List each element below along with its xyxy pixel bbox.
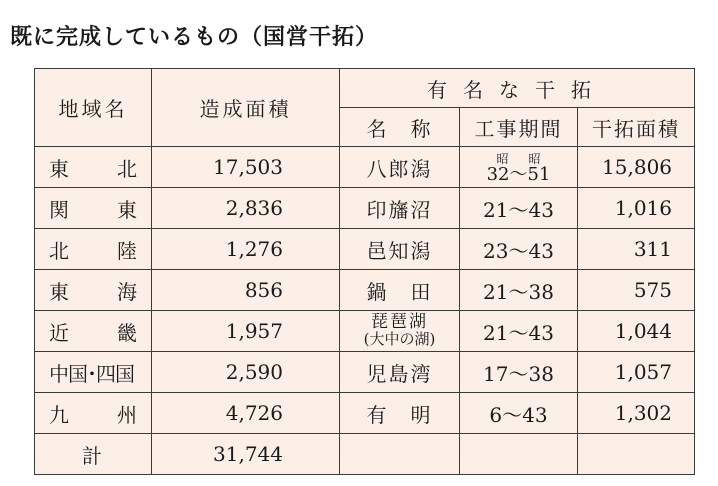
reclaimed-cell: 1,016 [578,188,695,229]
table-row [35,393,695,434]
name-cell: 児島湾 [340,352,460,393]
area-cell: 856 [152,270,340,311]
period-cell [460,147,578,188]
period-cell: 21～43 [460,188,578,229]
header-reclaimed-area: 干拓面積 [578,108,695,147]
header-row-1 [35,69,695,108]
table-row [35,188,695,229]
total-label: 計 [82,443,104,468]
region-char: 東 [49,279,69,304]
area-cell: 4,726 [152,393,340,434]
region-char: 畿 [117,320,137,345]
name-cell: 有 明 [340,393,460,434]
period-cell: 17～38 [460,352,578,393]
region-cell [35,393,152,434]
name-main: 琵琶湖 [371,312,428,332]
table-row [35,311,695,352]
area-cell: 2,836 [152,188,340,229]
region-char: 九 [49,402,69,427]
total-row [35,434,695,475]
period-era: 昭昭 [496,152,561,166]
reclaimed-cell: 1,302 [578,393,695,434]
name-cell [340,311,460,352]
region-char: 州 [117,402,137,427]
region-char: 近 [49,320,69,345]
period-cell: 21～38 [460,270,578,311]
region-char: 陸 [117,238,137,263]
header-region: 地域名 [35,69,152,147]
period-cell: 6～43 [460,393,578,434]
reclaimed-cell: 1,057 [578,352,695,393]
table-row [35,352,695,393]
header-period: 工事期間 [460,108,578,147]
region-label: 中国･四国 [49,361,134,386]
period-cell: 21～43 [460,311,578,352]
name-cell: 八郎潟 [340,147,460,188]
table-row [35,229,695,270]
total-area-cell: 31,744 [152,434,340,475]
area-cell: 1,957 [152,311,340,352]
reclaimed-cell: 311 [578,229,695,270]
total-label-cell [35,434,152,475]
header-area: 造成面積 [152,69,340,147]
region-cell [35,270,152,311]
area-cell: 1,276 [152,229,340,270]
empty-cell [340,434,460,475]
region-char: 海 [117,279,137,304]
period-range: 32～51 [486,164,551,185]
region-char: 北 [117,156,137,181]
region-char: 東 [117,197,137,222]
header-famous-reclamations: 有名な干拓 [340,69,695,108]
region-cell [35,352,152,393]
area-cell: 17,503 [152,147,340,188]
reclaimed-cell: 15,806 [578,147,695,188]
period-cell: 23～43 [460,229,578,270]
area-cell: 2,590 [152,352,340,393]
reclamation-table [34,68,695,475]
region-cell [35,229,152,270]
table-row [35,147,695,188]
region-char: 関 [49,197,69,222]
table-row [35,270,695,311]
empty-cell [460,434,578,475]
empty-cell [578,434,695,475]
region-char: 東 [49,156,69,181]
region-char: 北 [49,238,69,263]
region-cell [35,188,152,229]
region-cell [35,147,152,188]
name-cell: 印旛沼 [340,188,460,229]
name-cell: 邑知潟 [340,229,460,270]
reclaimed-cell: 575 [578,270,695,311]
name-cell: 鍋 田 [340,270,460,311]
region-cell [35,311,152,352]
reclaimed-cell: 1,044 [578,311,695,352]
page-title: 既に完成しているもの（国営干拓） [10,25,379,50]
name-sub: (大中の湖) [363,330,436,348]
header-name: 名 称 [340,108,460,147]
